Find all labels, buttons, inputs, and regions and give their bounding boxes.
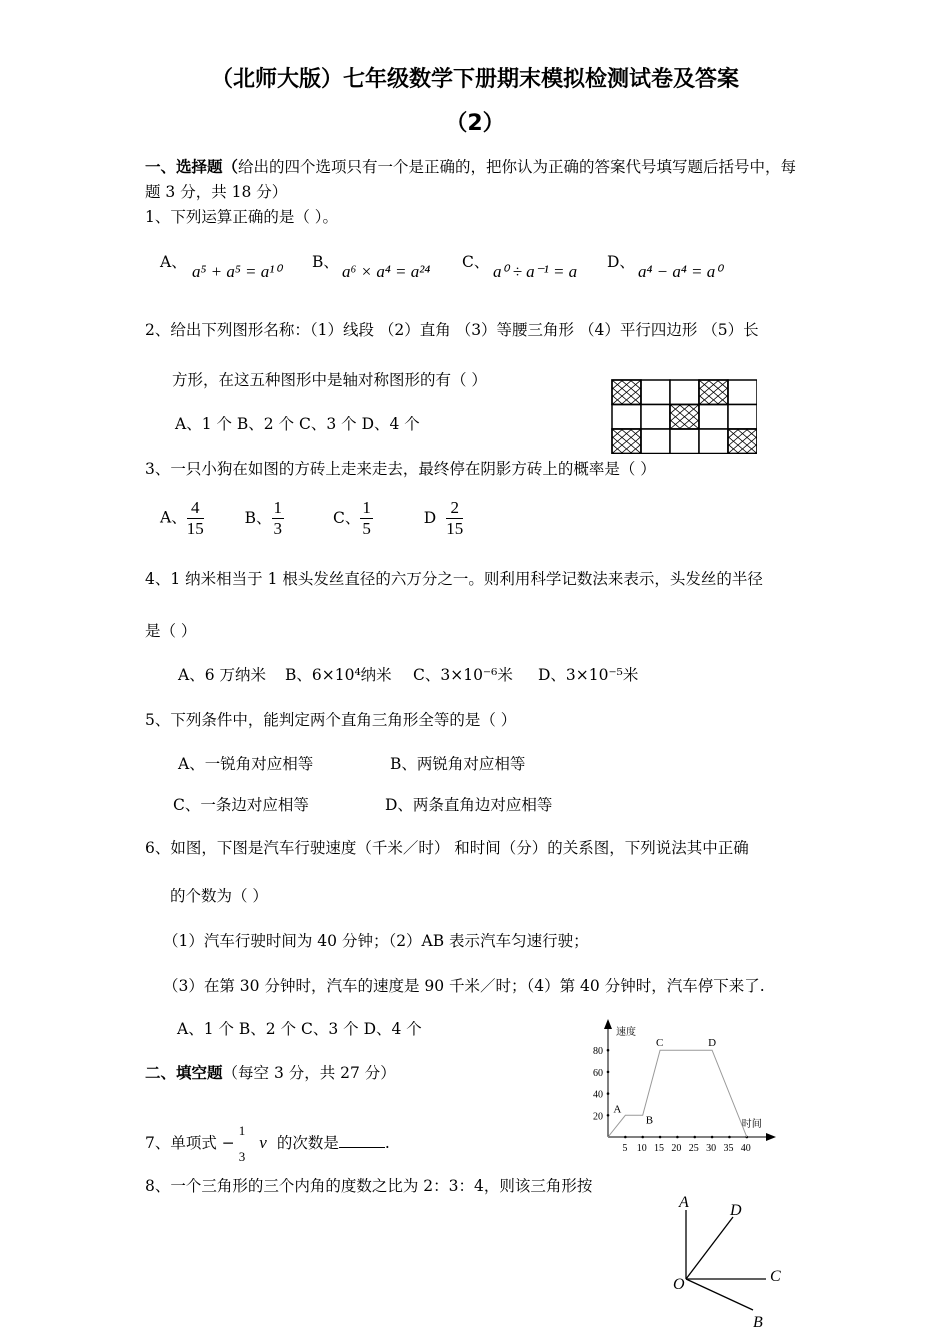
y-axis-arrow — [604, 1019, 612, 1029]
x-tick-label: 20 — [671, 1143, 682, 1154]
grid-tile — [612, 405, 641, 430]
point-label-c: C — [656, 1037, 664, 1050]
q5-option-b: B、两锐角对应相等 — [390, 755, 526, 773]
q8-stem: 8、一个三角形的三个内角的度数之比为 2：3：4，则该三角形按 — [145, 1177, 593, 1195]
angle-figure — [660, 1185, 800, 1340]
q6-statement-1: （1）汽车行驶时间为 40 分钟；（2）AB 表示汽车匀速行驶； — [163, 932, 589, 950]
section2-desc: （每空 3 分，共 27 分） — [222, 1064, 396, 1082]
x-axis-label: 时间 — [741, 1119, 762, 1130]
y-tick — [607, 1114, 610, 1117]
q2-stem2: 方形，在这五种图形中是轴对称图形的有（ ） — [172, 371, 487, 389]
label-b: B — [753, 1314, 763, 1331]
label-a: A — [679, 1194, 689, 1211]
grid-tile — [641, 429, 670, 454]
q1-option-c: C、 — [462, 253, 490, 271]
x-tick — [693, 1136, 696, 1139]
q3-options: A、 $\frac{4}{15}$ B、 $\frac{1}{3}$ C、 $\frac{1}{5}$ D $\frac{2}{15}$ — [160, 498, 464, 538]
grid-tile — [641, 380, 670, 405]
y-tick-label: 80 — [593, 1046, 603, 1058]
x-tick-label: 15 — [654, 1143, 665, 1154]
label-c: C — [770, 1268, 781, 1285]
page-title: （北师大版）七年级数学下册期末模拟检测试卷及答案 — [210, 67, 739, 92]
q1-stem: 1、下列运算正确的是（ ）。 — [145, 208, 339, 226]
x-axis-arrow — [766, 1133, 776, 1141]
x-tick — [728, 1136, 731, 1139]
q5-stem: 5、下列条件中，能判定两个直角三角形全等的是（ ） — [145, 711, 517, 729]
speed-time-chart — [580, 1015, 780, 1155]
tile-grid-figure — [611, 379, 757, 454]
q6-options: A、1 个 B、2 个 C、3 个 D、4 个 — [177, 1020, 422, 1038]
q4-option-b: B、6×10⁴纳米 — [285, 666, 392, 684]
q4-option-c: C、3×10⁻⁶米 — [413, 666, 513, 684]
x-tick-label: 5 — [622, 1143, 628, 1154]
grid-tile — [641, 405, 670, 430]
section2-header — [145, 1061, 396, 1083]
q1-expr-a: a⁵ + a⁵ = a¹⁰ — [192, 262, 282, 281]
y-tick — [607, 1092, 610, 1095]
q4-stem2: 是（ ） — [145, 622, 197, 640]
grid-tile — [728, 405, 757, 430]
section1-heading: 一、选择题（ — [145, 158, 239, 176]
x-tick — [641, 1136, 644, 1139]
q1-expr-b: a⁶ × a⁴ = a²⁴ — [342, 262, 431, 281]
x-tick-label: 25 — [688, 1143, 699, 1154]
answer-blank — [339, 1147, 385, 1148]
grid-tile — [699, 405, 728, 430]
y-axis-label: 速度 — [616, 1027, 636, 1038]
y-tick-label: 20 — [593, 1111, 603, 1123]
q4-option-a: A、6 万纳米 — [178, 666, 266, 684]
grid-tile — [728, 380, 757, 405]
q4-option-d: D、3×10⁻⁵米 — [538, 666, 639, 684]
y-tick-label: 40 — [593, 1089, 603, 1101]
q1-option-a: A、 — [160, 253, 187, 271]
point-label-d: D — [708, 1037, 717, 1050]
q5-option-d: D、两条直角边对应相等 — [385, 796, 553, 814]
q2-options: A、1 个 B、2 个 C、3 个 D、4 个 — [175, 415, 420, 433]
q1-option-b: B、 — [312, 253, 339, 271]
x-tick — [659, 1136, 662, 1139]
x-tick — [676, 1136, 679, 1139]
y-tick-label: 60 — [593, 1067, 603, 1079]
point-label-a: A — [613, 1103, 622, 1116]
q6-statement-2: （3）在第 30 分钟时，汽车的速度是 90 千米／时；（4）第 40 分钟时，汽车停下来了. — [163, 977, 765, 995]
section1-desc: 给出的四个选项只有一个是正确的，把你认为正确的答案代号填写题后括号中，每 — [238, 158, 797, 176]
x-tick-label: 35 — [723, 1143, 734, 1154]
q1-expr-d: a⁴ − a⁴ = a⁰ — [638, 262, 723, 281]
q7: 7、单项式 − 1 3 v 的次数是 . — [145, 1123, 390, 1164]
section1-desc2: 题 3 分，共 18 分） — [145, 183, 288, 201]
q4-stem: 4、1 纳米相当于 1 根头发丝直径的六万分之一。则利用科学记数法来表示，头发丝的半径 — [145, 570, 763, 588]
point-label-b: B — [645, 1114, 654, 1127]
y-tick — [607, 1071, 610, 1074]
x-tick — [624, 1136, 627, 1139]
x-tick-label: 30 — [706, 1143, 717, 1154]
x-tick-label: 40 — [740, 1143, 751, 1154]
q1-option-d: D、 — [607, 253, 635, 271]
section1-header — [145, 155, 796, 177]
grid-tile — [699, 429, 728, 454]
grid-tile — [670, 380, 699, 405]
q5-option-c: C、一条边对应相等 — [173, 796, 309, 814]
q6-stem: 6、如图，下图是汽车行驶速度（千米／时） 和时间（分）的关系图，下列说法其中正确 — [145, 839, 749, 857]
y-tick — [607, 1049, 610, 1052]
speed-line — [608, 1050, 747, 1137]
x-tick-label: 10 — [636, 1143, 647, 1154]
section2-heading: 二、填空题 — [145, 1064, 223, 1082]
x-tick — [711, 1136, 714, 1139]
fraction: $\frac{4}{15}$ — [186, 498, 204, 538]
page-subtitle: （2） — [445, 111, 505, 136]
q2-stem: 2、给出下列图形名称：（1）线段 （2）直角 （3）等腰三角形 （4）平行四边形 （5）长 — [145, 321, 759, 339]
q6-stem2: 的个数为（ ） — [170, 887, 268, 905]
label-d: D — [730, 1202, 742, 1219]
label-o: O — [673, 1276, 685, 1293]
q3-stem: 3、一只小狗在如图的方砖上走来走去，最终停在阴影方砖上的概率是（ ） — [145, 460, 656, 478]
q5-option-a: A、一锐角对应相等 — [178, 755, 314, 773]
q1-expr-c: a⁰ ÷ a⁻¹ = a — [493, 262, 578, 281]
grid-tile — [670, 429, 699, 454]
